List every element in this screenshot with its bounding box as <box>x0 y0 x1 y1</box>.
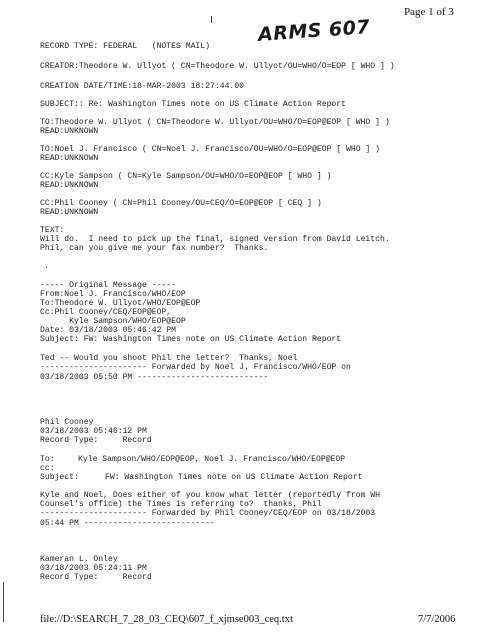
original-subject: Subject: FW: Washington Times note on US Climate Action Report <box>40 335 342 344</box>
scan-mark <box>211 16 212 23</box>
original-cc: Cc:Phil Cooney/CEQ/EOP@EOP, <box>40 308 172 317</box>
creation-datetime: CREATION DATE/TIME:18-MAR-2003 18:27:44.00 <box>40 82 244 91</box>
to-value: Kyle Sampson/WHO/EOP@EOP, Noel J. Francisco/WHO/EOP@EOP <box>78 455 346 464</box>
record-type-line: Record Type: Record <box>40 573 152 582</box>
message-body-line: Will do. I need to pick up the final, signed version from David Leitch. <box>40 235 390 244</box>
read-status: READ:UNKNOWN <box>40 127 99 136</box>
record-type: RECORD TYPE: FEDERAL (NOTES MAIL) <box>40 42 210 51</box>
recipient-to-francisco: TO:Noel J. Francisco ( CN=Noel J. Francisco/OU=WHO/O=EOP@EOP [ WHO ] ) <box>40 145 380 154</box>
original-body: Ted -- Would you shoot Phil the letter? Thanks, Noel <box>40 354 298 363</box>
forwarded-divider: ---------------------- Forwarded by Phil Cooney/CEQ/EOP on 03/18/2003 <box>40 509 376 518</box>
original-from: From:Noel J. Francisco/WHO/EOP <box>40 290 186 299</box>
sender-datetime: 03/18/2003 05:24:11 PM <box>40 564 147 573</box>
message-body-line: Counsel's office) the Times is referring to? thanks, Phil <box>40 500 322 509</box>
handwritten-annotation: ARMS 607 <box>257 16 371 46</box>
to-label: To: <box>40 455 55 464</box>
text-label: TEXT: <box>40 226 65 235</box>
recipient-cc-sampson: CC:Kyle Sampson ( CN=Kyle Sampson/OU=WHO/O=EOP@EOP [ WHO ] ) <box>40 172 332 181</box>
recipient-to-ullyot: TO:Theodore W. Ullyot ( CN=Theodore W. Ullyot/OU=WHO/O=EOP@EOP [ WHO ] ) <box>40 118 390 127</box>
cc-label: cc: <box>40 464 55 473</box>
subject-value: FW: Washington Times note on US Climate Action Report <box>105 473 363 482</box>
subject-line: SUBJECT:: Re: Washington Times note on US Climate Action Report <box>40 100 346 109</box>
recipient-cc-cooney: CC:Phil Cooney ( CN=Phil Cooney/OU=CEQ/O=EOP@EOP [ CEQ ] ) <box>40 199 322 208</box>
creator-line: CREATOR:Theodore W. Ullyot ( CN=Theodore W. Ullyot/OU=WHO/O=EOP [ WHO ] ) <box>40 62 395 71</box>
message-body-line: Kyle and Noel, Does either of you know what letter (reportedly from WH <box>40 491 380 500</box>
read-status: READ:UNKNOWN <box>40 181 99 190</box>
file-path: file://D:\SEARCH_7_28_03_CEQ\607_f_xjmse003_ceq.txt <box>40 614 293 625</box>
original-date: Date: 03/18/2003 05:46:42 PM <box>40 326 176 335</box>
original-cc-continued: Kyle Sampson/WHO/EOP@EOP <box>40 317 186 326</box>
original-message-divider: ----- Original Message ----- <box>40 281 176 290</box>
forwarded-divider-end: 03/18/2003 05:50 PM --------------------------- <box>40 373 269 382</box>
sender-datetime: 03/18/2003 05:46:12 PM <box>40 427 147 436</box>
record-type-line: Record Type: Record <box>40 436 152 445</box>
print-date: 7/7/2006 <box>418 614 456 625</box>
message-body-line: Phil, can you give me your fax number? Thanks. <box>40 244 269 253</box>
forwarded-divider-end: 05:44 PM --------------------------- <box>40 519 215 528</box>
read-status: READ:UNKNOWN <box>40 154 99 163</box>
scan-mark <box>3 582 4 622</box>
original-to: To:Theodore W. Ullyot/WHO/EOP@EOP <box>40 299 201 308</box>
stray-dot: . <box>44 262 49 271</box>
read-status: READ:UNKNOWN <box>40 208 99 217</box>
sender-name: Phil Cooney <box>40 418 94 427</box>
subject-label: Subject: <box>40 473 79 482</box>
sender-name: Kameran L. Onley <box>40 555 118 564</box>
page-number: Page 1 of 3 <box>404 6 454 18</box>
forwarded-divider: ---------------------- Forwarded by Noel J. Francisco/WHO/EOP on <box>40 363 351 372</box>
